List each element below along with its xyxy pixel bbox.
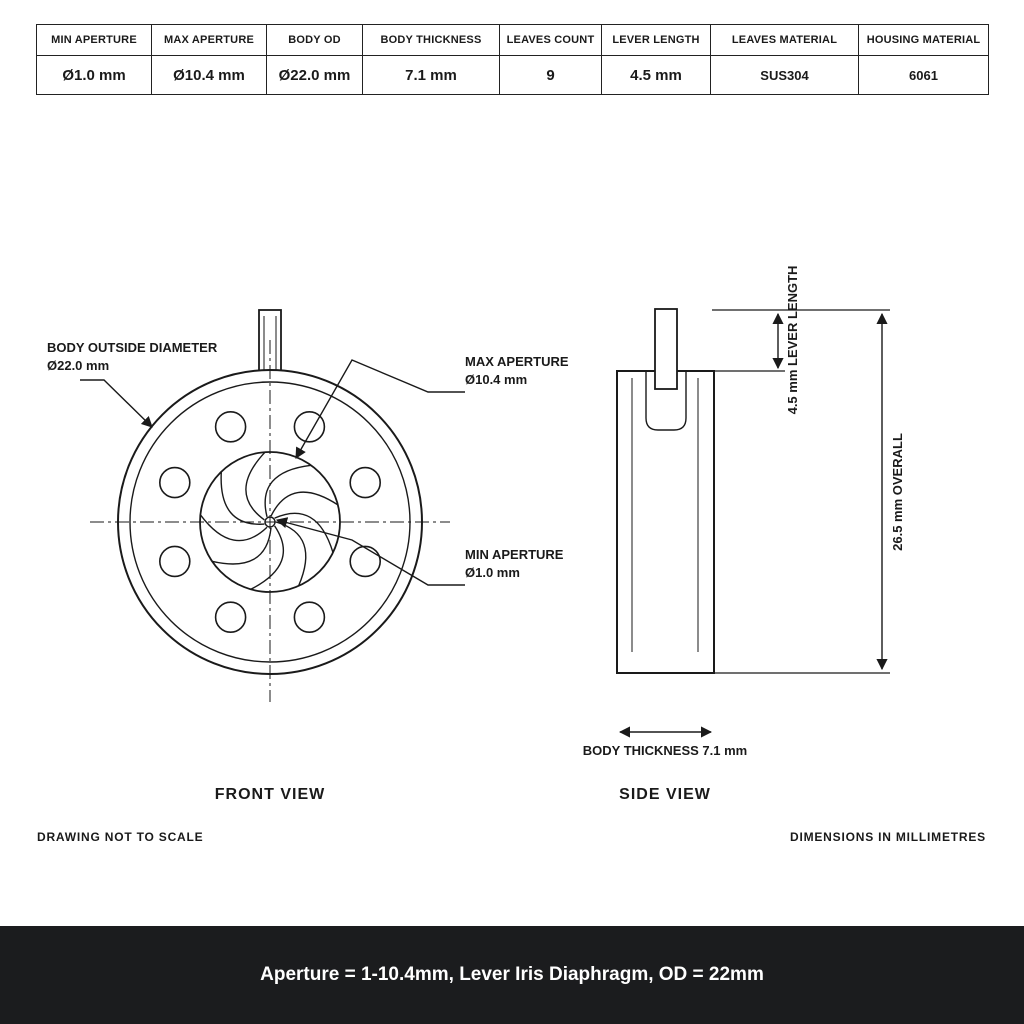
bolt-hole <box>216 602 246 632</box>
max-aperture-label: MAX APERTURE <box>465 354 569 369</box>
spec-value: SUS304 <box>711 56 859 95</box>
side-view-caption: SIDE VIEW <box>619 786 711 803</box>
units-note: DIMENSIONS IN MILLIMETRES <box>789 830 986 844</box>
bolt-hole <box>294 602 324 632</box>
not-to-scale-note: DRAWING NOT TO SCALE <box>37 830 204 844</box>
footer-text: Aperture = 1-10.4mm, Lever Iris Diaphragm, OD = 22mm <box>260 964 764 985</box>
spec-value: 4.5 mm <box>602 56 711 95</box>
spec-header: LEAVES MATERIAL <box>711 25 859 56</box>
spec-header: BODY THICKNESS <box>363 25 500 56</box>
bolt-hole <box>350 546 380 576</box>
lever-length-label: 4.5 mm LEVER LENGTH <box>785 265 800 415</box>
side-extension-lines <box>712 310 890 673</box>
spec-value: Ø22.0 mm <box>267 56 363 95</box>
min-aperture-value: Ø1.0 mm <box>465 565 520 580</box>
body-od-label: BODY OUTSIDE DIAMETER <box>47 340 218 355</box>
spec-value: Ø1.0 mm <box>37 56 152 95</box>
min-aperture-label: MIN APERTURE <box>465 547 564 562</box>
bolt-hole <box>216 412 246 442</box>
body-thickness-label: BODY THICKNESS 7.1 mm <box>582 743 748 758</box>
side-view <box>617 309 890 732</box>
footer-banner <box>0 926 1024 1024</box>
bolt-hole <box>350 468 380 498</box>
overall-length-label: 26.5 mm OVERALL <box>890 433 905 551</box>
spec-header: MIN APERTURE <box>37 25 152 56</box>
bolt-hole <box>160 546 190 576</box>
spec-header: HOUSING MATERIAL <box>859 25 989 56</box>
spec-header: LEVER LENGTH <box>602 25 711 56</box>
spec-header: BODY OD <box>267 25 363 56</box>
spec-value: 6061 <box>859 56 989 95</box>
side-lever-pin <box>655 309 677 389</box>
spec-value: 9 <box>500 56 602 95</box>
spec-value: Ø10.4 mm <box>152 56 267 95</box>
front-view-caption: FRONT VIEW <box>214 786 326 803</box>
front-view <box>80 310 465 702</box>
bolt-hole <box>160 468 190 498</box>
max-aperture-value: Ø10.4 mm <box>465 372 528 387</box>
spec-header: MAX APERTURE <box>152 25 267 56</box>
body-od-value: Ø22.0 mm <box>47 358 110 373</box>
spec-value: 7.1 mm <box>363 56 500 95</box>
spec-header: LEAVES COUNT <box>500 25 602 56</box>
